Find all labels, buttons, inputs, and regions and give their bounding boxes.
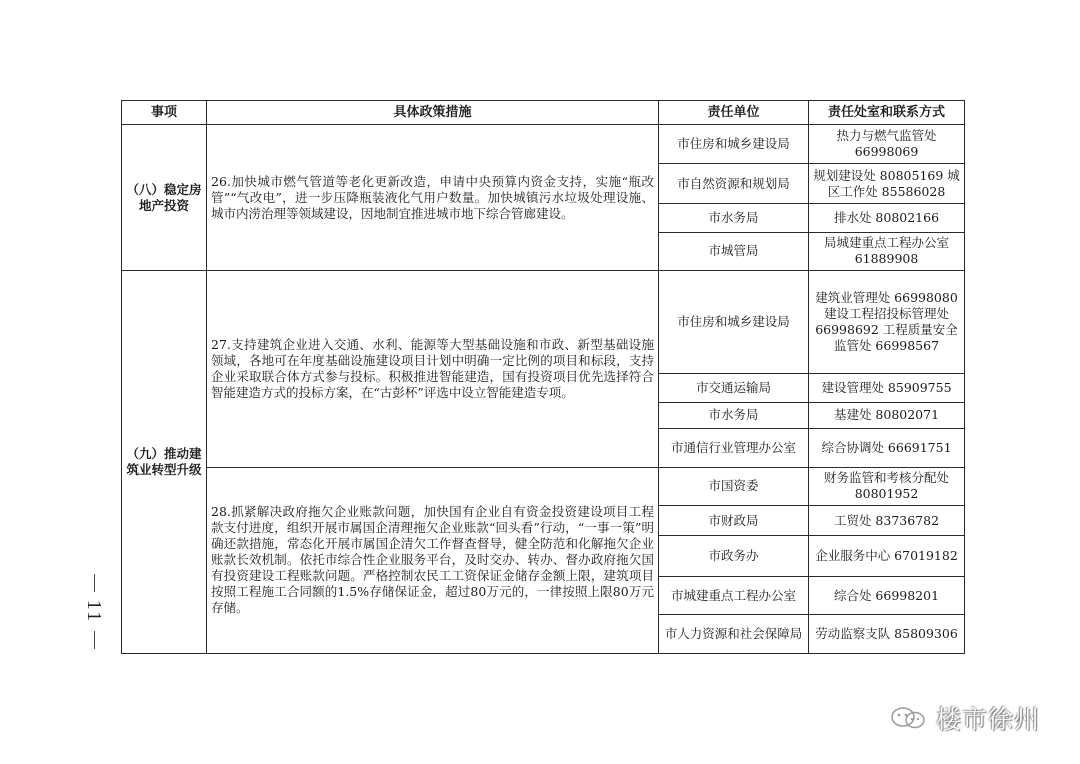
contact-info: 工贸处 83736782 bbox=[809, 506, 965, 536]
table-row bbox=[122, 125, 965, 163]
contact-info: 热力与燃气监管处 66998069 bbox=[809, 125, 965, 163]
responsible-unit: 市人力资源和社会保障局 bbox=[659, 615, 809, 654]
responsible-unit: 市政务办 bbox=[659, 536, 809, 577]
table-header-row bbox=[122, 101, 965, 125]
responsible-unit: 市住房和城乡建设局 bbox=[659, 125, 809, 163]
header-unit: 责任单位 bbox=[659, 101, 809, 125]
contact-info: 企业服务中心 67019182 bbox=[809, 536, 965, 577]
section-item: （八）稳定房地产投资 bbox=[122, 125, 207, 271]
responsible-unit: 市交通运输局 bbox=[659, 374, 809, 402]
contact-info: 综合处 66998201 bbox=[809, 576, 965, 614]
responsible-unit: 市通信行业管理办公室 bbox=[659, 429, 809, 467]
policy-measure: 27.支持建筑企业进入交通、水利、能源等大型基础设施和市政、新型基础设施领域，各地可在年度基础设施建设项目计划中明确一定比例的项目和标段，支持企业采取联合体方式参与投标。积极推进智能建造，国有投资项目优先选择符合智能建造方式的投标方案，在“古彭杯”评选中设立智能建造专项。 bbox=[207, 271, 659, 467]
header-contact: 责任处室和联系方式 bbox=[809, 101, 965, 125]
contact-info: 建筑业管理处 66998080 建设工程招投标管理处 66998692 工程质量安全监管处 66998567 bbox=[809, 271, 965, 374]
page-number-dash bbox=[94, 631, 95, 649]
responsible-unit: 市水务局 bbox=[659, 402, 809, 428]
contact-info: 排水处 80802166 bbox=[809, 204, 965, 232]
table-row bbox=[122, 271, 965, 374]
contact-info: 规划建设处 80805169 城区工作处 85586028 bbox=[809, 163, 965, 204]
responsible-unit: 市水务局 bbox=[659, 204, 809, 232]
responsible-unit: 市住房和城乡建设局 bbox=[659, 271, 809, 374]
policy-table bbox=[121, 100, 965, 654]
contact-info: 综合协调处 66691751 bbox=[809, 429, 965, 467]
responsible-unit: 市国资委 bbox=[659, 467, 809, 505]
contact-info: 建设管理处 85909755 bbox=[809, 374, 965, 402]
contact-info: 财务监管和考核分配处 80801952 bbox=[809, 467, 965, 505]
contact-info: 劳动监察支队 85809306 bbox=[809, 615, 965, 654]
responsible-unit: 市城管局 bbox=[659, 232, 809, 270]
watermark bbox=[888, 704, 1040, 732]
policy-measure: 28.抓紧解决政府拖欠企业账款问题，加快国有企业自有资金投资建设项目工程款支付进度，组织开展市属国企清理拖欠企业账款“回头看”行动，“一事一策”明确还款措施，常态化开展市属国企清欠工作督查督导，健全防范和化解拖欠企业账款长效机制。依托市综合性企业服务平台，及时交办、转办、督办政府拖欠国有投资建设工程账款问题。严格控制农民工工资保证金储存金额上限，建筑项目按照工程施工合同额的1.5%存储保证金，超过80万元的，一律按照上限80万元存储。 bbox=[207, 467, 659, 653]
contact-info: 局城建重点工程办公室 61889908 bbox=[809, 232, 965, 270]
responsible-unit: 市自然资源和规划局 bbox=[659, 163, 809, 204]
table-row bbox=[122, 467, 965, 505]
header-measure: 具体政策措施 bbox=[207, 101, 659, 125]
policy-measure: 26.加快城市燃气管道等老化更新改造，申请中央预算内资金支持，实施“瓶改管”“气改电”，进一步压降瓶装液化气用户数量。加快城镇污水垃圾处理设施、城市内涝治理等领域建设，因地制宜推进城市地下综合管廊建设。 bbox=[207, 125, 659, 271]
responsible-unit: 市城建重点工程办公室 bbox=[659, 576, 809, 614]
header-item: 事项 bbox=[122, 101, 207, 125]
watermark-text: 楼市徐州 bbox=[936, 705, 1041, 734]
wechat-icon bbox=[888, 705, 930, 731]
section-item: （九）推动建筑业转型升级 bbox=[122, 271, 207, 654]
responsible-unit: 市财政局 bbox=[659, 506, 809, 536]
contact-info: 基建处 80802071 bbox=[809, 402, 965, 428]
page-number-dash bbox=[94, 574, 95, 592]
page-number-value: 11 bbox=[83, 599, 106, 624]
page-number bbox=[82, 574, 106, 654]
